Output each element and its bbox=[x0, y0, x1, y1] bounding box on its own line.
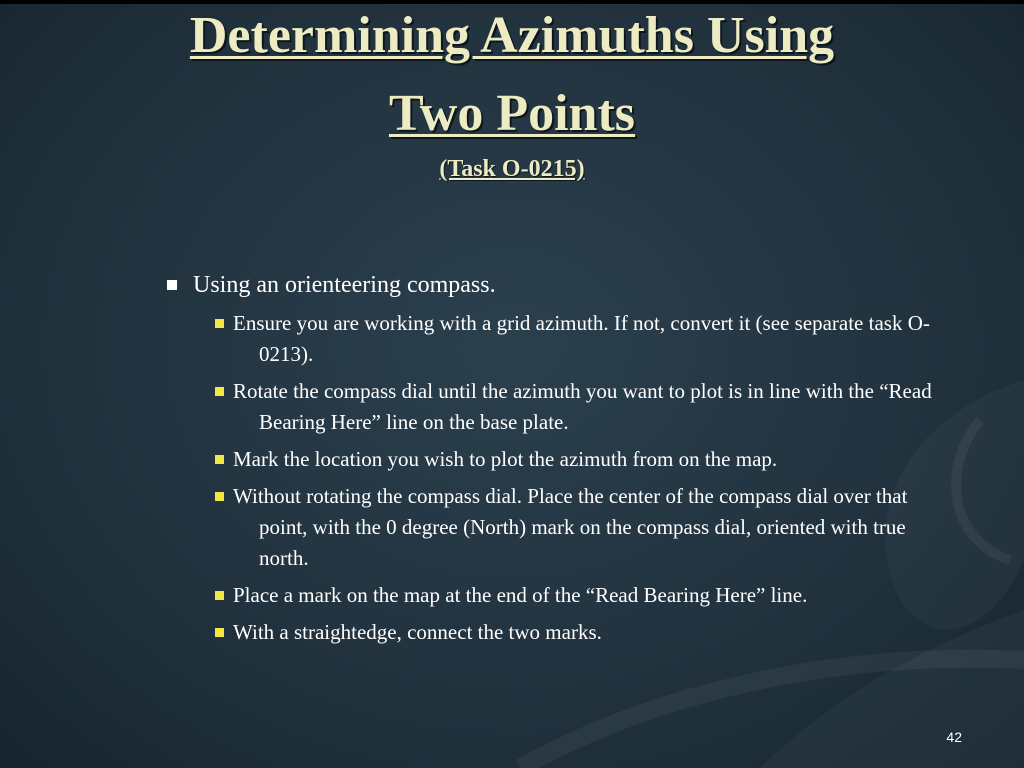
bullet-level1-text: Using an orienteering compass. bbox=[193, 272, 496, 298]
sub-bullet-text: Mark the location you wish to plot the azimuth from on the map. bbox=[233, 447, 778, 471]
sub-bullet-text: Rotate the compass dial until the azimuth you want to plot is in line with the “Read Bearing Here” line on the base plate. bbox=[233, 379, 932, 434]
title-line-2: Two Points bbox=[388, 85, 636, 142]
sub-bullet-text: With a straightedge, connect the two marks. bbox=[233, 620, 602, 644]
square-bullet-icon bbox=[167, 280, 177, 290]
sub-bullet-item bbox=[215, 308, 955, 370]
page-number: 42 bbox=[946, 729, 962, 745]
sub-bullet-item bbox=[215, 444, 955, 475]
sub-bullet-text: Ensure you are working with a grid azimuth. If not, convert it (see separate task O-0213). bbox=[233, 311, 930, 366]
sub-bullet-text: Without rotating the compass dial. Place the center of the compass dial over that point, with the 0 degree (North) mark on the compass dial, oriented with true north. bbox=[233, 484, 908, 570]
bullet-content bbox=[163, 270, 963, 654]
title-line-1: Determining Azimuths Using bbox=[189, 7, 835, 64]
yellow-square-bullet-icon bbox=[215, 492, 224, 501]
top-border bbox=[0, 0, 1024, 4]
slide-title bbox=[0, 8, 1024, 183]
yellow-square-bullet-icon bbox=[215, 628, 224, 637]
yellow-square-bullet-icon bbox=[215, 591, 224, 600]
yellow-square-bullet-icon bbox=[215, 387, 224, 396]
sub-bullet-item bbox=[215, 481, 955, 574]
sub-bullet-text: Place a mark on the map at the end of the “Read Bearing Here” line. bbox=[233, 583, 808, 607]
yellow-square-bullet-icon bbox=[215, 319, 224, 328]
yellow-square-bullet-icon bbox=[215, 455, 224, 464]
sub-bullet-item bbox=[215, 376, 955, 438]
sub-bullet-item bbox=[215, 580, 955, 611]
sub-bullet-list bbox=[215, 308, 955, 648]
task-subtitle: (Task O-0215) bbox=[439, 156, 585, 182]
sub-bullet-item bbox=[215, 617, 955, 648]
bullet-level1 bbox=[163, 270, 963, 300]
